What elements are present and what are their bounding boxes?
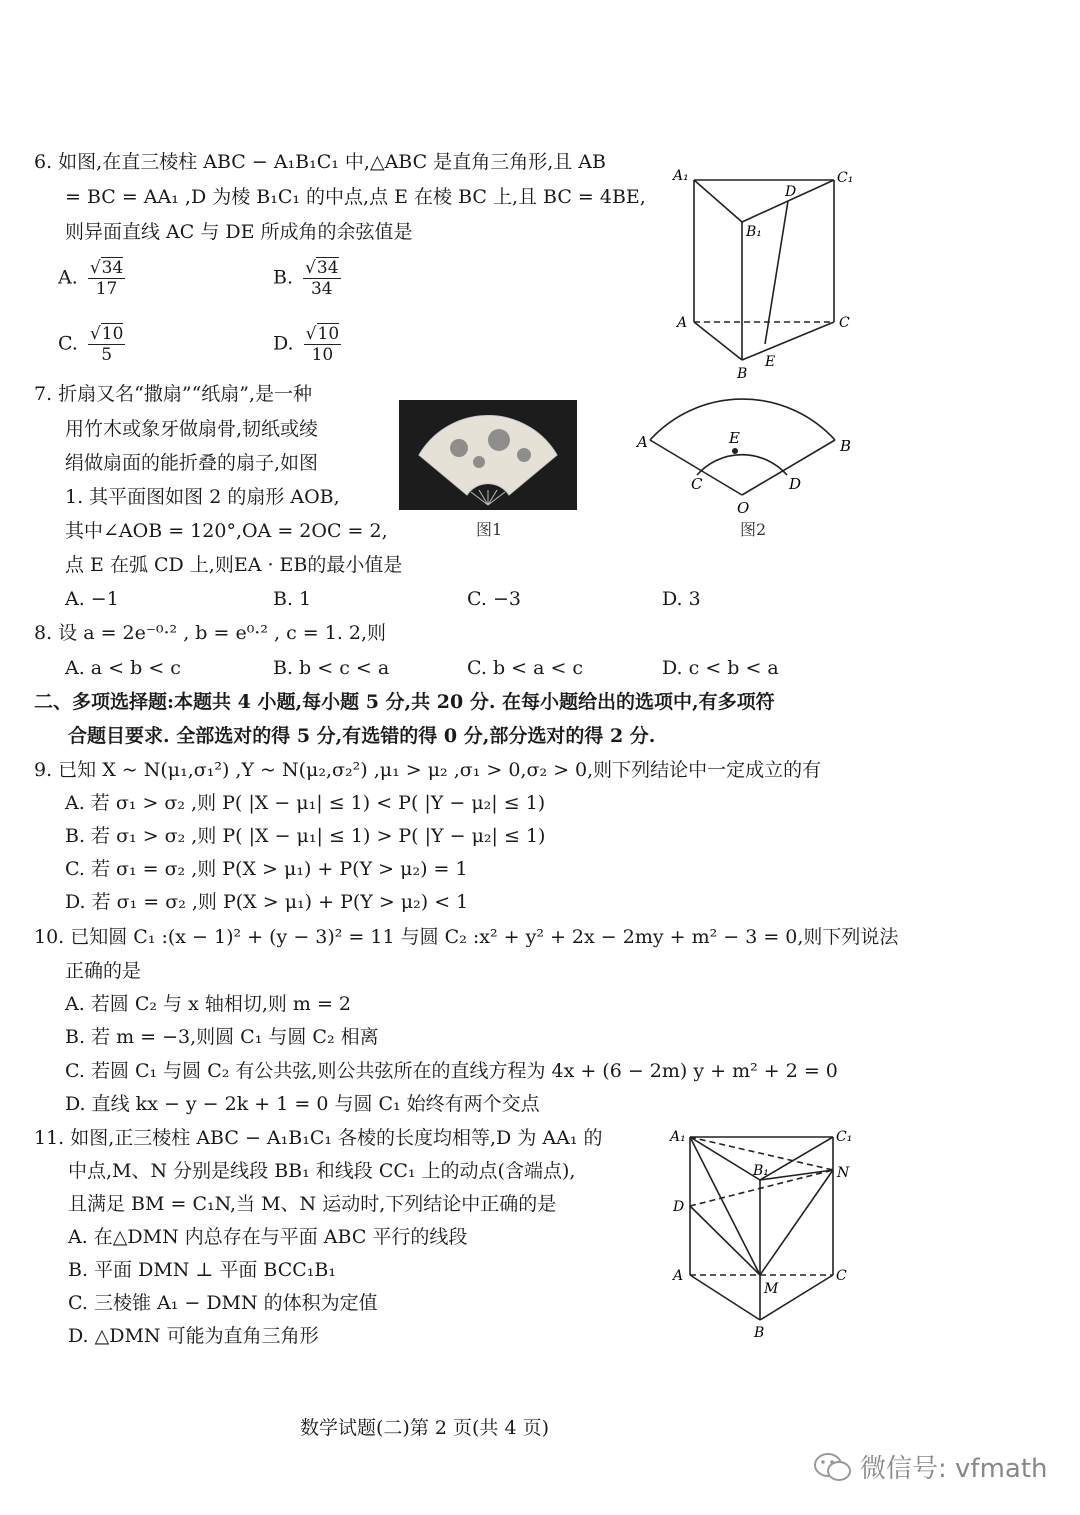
folding-fan-photo (399, 400, 577, 510)
q9-line: 9. 已知 X ~ N(μ₁,σ₁²) ,Y ~ N(μ₂,σ₂²) ,μ₁ > μ₂ ,σ₁ > 0,σ₂ > 0,则下列结论中一定成立的有 (34, 759, 822, 781)
q11-prism-figure (665, 1125, 865, 1345)
q8-option-d[interactable]: D. c < b < a (662, 657, 779, 679)
q6-option-a-label: A. (58, 266, 78, 289)
q6-line-3: 则异面直线 AC 与 DE 所成角的余弦值是 (65, 221, 413, 243)
q11-fig-label-b1: B₁ (753, 1163, 769, 1179)
q6-option-d-root: 10 (317, 324, 340, 344)
q6-option-d[interactable]: D. $\frac{√10}{10}$ (273, 324, 340, 365)
q11-fig-label-b: B (754, 1325, 765, 1341)
fig2-label-a: A (637, 433, 648, 451)
q6-option-a-den: 17 (95, 279, 118, 299)
q6-option-a[interactable]: A. $\frac{√34}{17}$ (58, 258, 124, 299)
q9-option-b[interactable]: B. 若 σ₁ > σ₂ ,则 P( |X − μ₁| ≤ 1) > P( |Y − μ₂| ≤ 1) (65, 825, 546, 847)
q11-fig-label-m: M (764, 1281, 779, 1297)
q6-option-c-root: 10 (101, 324, 124, 344)
q6-option-b-den: 34 (310, 279, 333, 299)
section2-header-line-2: 合题目要求. 全部选对的得 5 分,有选错的得 0 分,部分选对的得 2 分. (68, 725, 656, 747)
fig2-label-c: C (691, 475, 703, 493)
q11-option-d[interactable]: D. △DMN 可能为直角三角形 (68, 1325, 319, 1347)
q6-option-c[interactable]: C. $\frac{√10}{5}$ (58, 324, 124, 365)
fig2-label-d: D (789, 475, 802, 493)
q11-option-c[interactable]: C. 三棱锥 A₁ − DMN 的体积为定值 (68, 1292, 378, 1314)
fig2-label-b: B (840, 437, 852, 455)
q9-option-c[interactable]: C. 若 σ₁ = σ₂ ,则 P(X > μ₁) + P(Y > μ₂) = 1 (65, 858, 468, 880)
q11-option-b[interactable]: B. 平面 DMN ⊥ 平面 BCC₁B₁ (68, 1259, 336, 1281)
q10-option-b[interactable]: B. 若 m = −3,则圆 C₁ 与圆 C₂ 相离 (65, 1026, 379, 1048)
q10-option-d[interactable]: D. 直线 kx − y − 2k + 1 = 0 与圆 C₁ 始终有两个交点 (65, 1093, 540, 1115)
q7-line-5: 其中∠AOB = 120°,OA = 2OC = 2, (65, 520, 388, 542)
q6-option-b-label: B. (273, 266, 294, 289)
q9-option-d[interactable]: D. 若 σ₁ = σ₂ ,则 P(X > μ₁) + P(Y > μ₂) < 1 (65, 891, 469, 913)
q6-fig-label-a: A (677, 315, 688, 331)
q10-line-2: 正确的是 (65, 960, 142, 982)
q8-option-c[interactable]: C. b < a < c (467, 657, 584, 679)
q6-option-d-label: D. (273, 332, 294, 355)
q6-option-d-den: 10 (311, 345, 334, 365)
q11-line-3: 且满足 BM = C₁N,当 M、N 运动时,下列结论中正确的是 (68, 1193, 557, 1215)
page-footer: 数学试题(二)第 2 页(共 4 页) (300, 1417, 549, 1439)
q7-line-1: 7. 折扇又名“撒扇”“纸扇”,是一种 (34, 383, 313, 405)
q6-fig-label-a1: A₁ (673, 168, 689, 184)
q6-option-b[interactable]: B. $\frac{√34}{34}$ (273, 258, 339, 299)
q11-option-a[interactable]: A. 在△DMN 内总存在与平面 ABC 平行的线段 (68, 1226, 468, 1248)
q7-option-b[interactable]: B. 1 (273, 588, 312, 610)
q6-prism-figure (665, 160, 865, 385)
fig2-label-e: E (729, 429, 740, 447)
q7-option-c[interactable]: C. −3 (467, 588, 521, 610)
q11-fig-label-n: N (837, 1165, 850, 1181)
q6-fig-label-c1: C₁ (837, 170, 854, 186)
q6-option-b-root: 34 (316, 258, 339, 278)
q11-line-2: 中点,M、N 分别是线段 BB₁ 和线段 CC₁ 上的动点(含端点), (68, 1160, 576, 1182)
q6-fig-label-b: B (737, 366, 748, 382)
section2-header-line-1: 二、多项选择题:本题共 4 小题,每小题 5 分,共 20 分. 在每小题给出的选项中,有多项符 (34, 691, 775, 713)
q11-fig-label-c1: C₁ (836, 1129, 853, 1145)
folding-fan-illustration (399, 400, 577, 510)
q7-line-4: 1. 其平面图如图 2 的扇形 AOB, (65, 486, 340, 508)
q10-option-c[interactable]: C. 若圆 C₁ 与圆 C₂ 有公共弦,则公共弦所在的直线方程为 4x + (6 − 2m) y + m² + 2 = 0 (65, 1060, 838, 1082)
wechat-icon (812, 1451, 852, 1483)
q9-option-a[interactable]: A. 若 σ₁ > σ₂ ,则 P( |X − μ₁| ≤ 1) < P( |Y − μ₂| ≤ 1) (65, 792, 546, 814)
q10-line-1: 10. 已知圆 C₁ :(x − 1)² + (y − 3)² = 11 与圆 C₂ :x² + y² + 2x − 2my + m² − 3 = 0,则下列说法 (34, 926, 899, 948)
fig2-label-o: O (737, 499, 750, 517)
q6-line-2: = BC = AA₁ ,D 为棱 B₁C₁ 的中点,点 E 在棱 BC 上,且 BC = 4BE, (65, 186, 646, 208)
fig1-caption: 图1 (476, 520, 503, 539)
q7-option-d[interactable]: D. 3 (662, 588, 701, 610)
q6-option-c-label: C. (58, 332, 78, 355)
q7-line-3: 绢做扇面的能折叠的扇子,如图 (65, 452, 319, 474)
q7-line-6: 点 E 在弧 CD 上,则EA · EB的最小值是 (65, 554, 403, 576)
q6-option-a-root: 34 (101, 258, 124, 278)
q6-line-1: 6. 如图,在直三棱柱 ABC − A₁B₁C₁ 中,△ABC 是直角三角形,且 AB (34, 151, 606, 173)
q7-option-a[interactable]: A. −1 (65, 588, 119, 610)
q11-fig-label-d: D (673, 1199, 685, 1215)
q6-fig-label-e: E (765, 354, 776, 370)
q11-fig-label-c: C (836, 1268, 847, 1284)
q7-line-2: 用竹木或象牙做扇骨,韧纸或绫 (65, 418, 319, 440)
q11-fig-label-a1: A₁ (670, 1129, 686, 1145)
fan-sector-diagram (635, 385, 865, 520)
watermark (812, 1448, 1048, 1485)
q11-line-1: 11. 如图,正三棱柱 ABC − A₁B₁C₁ 各棱的长度均相等,D 为 AA₁ 的 (34, 1127, 603, 1149)
fig2-caption: 图2 (740, 520, 767, 539)
q6-option-c-den: 5 (101, 345, 113, 365)
point-e-marker (732, 448, 738, 454)
q8-option-a[interactable]: A. a < b < c (65, 657, 181, 679)
q11-fig-label-a: A (673, 1268, 684, 1284)
q10-option-a[interactable]: A. 若圆 C₂ 与 x 轴相切,则 m = 2 (65, 993, 352, 1015)
q8-line: 8. 设 a = 2e⁻⁰·² , b = e⁰·² , c = 1. 2,则 (34, 622, 387, 644)
q6-fig-label-c: C (839, 315, 850, 331)
q8-option-b[interactable]: B. b < c < a (273, 657, 390, 679)
q6-fig-label-b1: B₁ (746, 224, 762, 240)
watermark-text: 微信号: vfmath (860, 1454, 1048, 1484)
q6-fig-label-d: D (785, 184, 797, 200)
